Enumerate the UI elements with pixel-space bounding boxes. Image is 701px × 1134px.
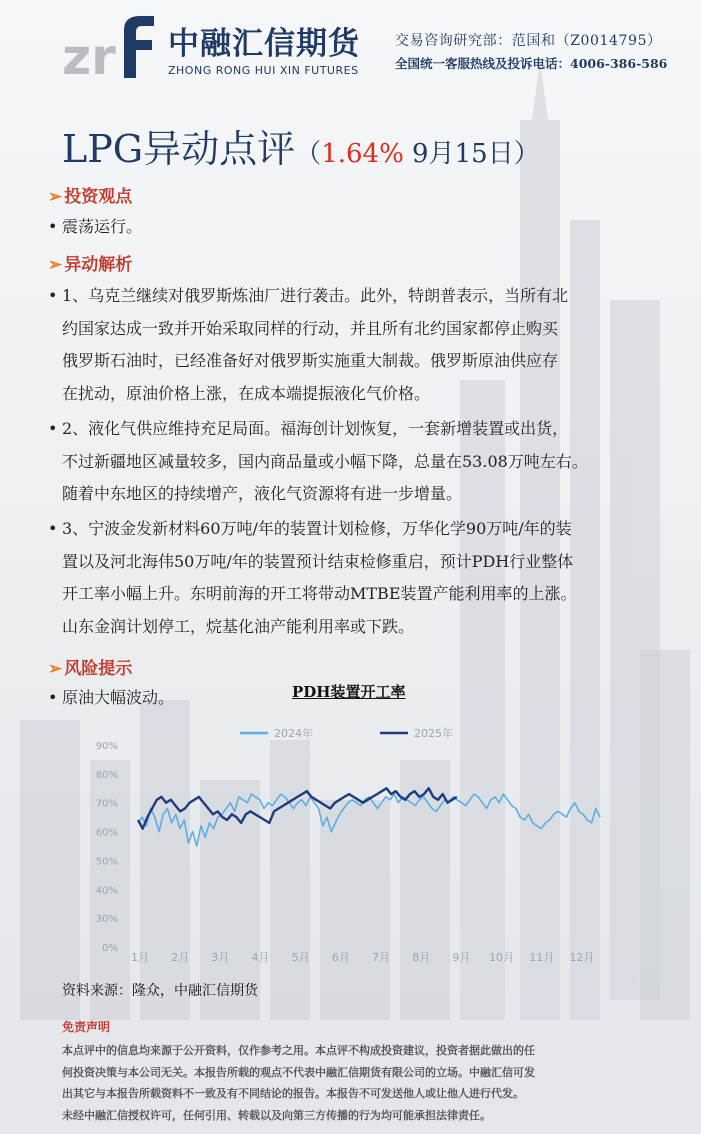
y-tick-label: 50%: [95, 856, 118, 868]
series-line: [138, 788, 457, 828]
y-tick-label: 90%: [95, 741, 118, 752]
title-open-paren: （: [295, 139, 322, 169]
legend-label: 2024年: [274, 727, 313, 740]
text-line: 2、液化气供应维持充足局面。福海创计划恢复，一套新增装置或出货，: [62, 419, 569, 438]
bullet-icon: •: [48, 419, 58, 438]
company-name-cn: 中融汇信期货: [168, 26, 360, 62]
x-tick-label: 10月: [489, 951, 515, 964]
text-line: 3、宁波金发新材料60万吨/年的装置计划检修，万华化学90万吨/年的装: [62, 519, 572, 538]
data-source: 资料来源：隆众，中融汇信期货: [62, 983, 258, 999]
text-line: 开工率小幅上升。东明前海的开工将带动MTBE装置产能利用率的上涨。: [62, 584, 577, 603]
page-title: [62, 118, 540, 173]
x-tick-label: 11月: [529, 951, 555, 964]
y-tick-label: 80%: [95, 769, 118, 781]
y-tick-label: 0%: [102, 943, 118, 954]
disclaimer-title: 免责声明: [62, 1020, 111, 1034]
y-tick-label: 30%: [95, 914, 118, 926]
company-logo-icon: [62, 12, 154, 80]
arrow-icon: ➢: [48, 187, 63, 207]
hotline-contact: 全国统一客服热线及投诉电话：4006-386-586: [395, 56, 668, 71]
bullet-icon: •: [48, 688, 58, 707]
disclaimer-line: 何投资决策与本公司无关。本报告所载的观点不代表中融汇信期货有限公司的立场。中融汇信可发: [62, 1065, 535, 1079]
disclaimer-line: 本点评中的信息均来源于公开资料，仅作参考之用。本点评不构成投资建议，投资者据此做出的任: [62, 1044, 535, 1057]
x-tick-label: 2月: [171, 951, 190, 964]
x-tick-label: 4月: [251, 951, 270, 964]
y-tick-label: 70%: [95, 798, 118, 810]
x-tick-label: 5月: [291, 951, 310, 964]
text-line: 俄罗斯石油时，已经准备好对俄罗斯实施重大制裁。俄罗斯原油供应存: [62, 351, 559, 370]
x-tick-label: 12月: [569, 951, 595, 964]
text-line: 山东金润计划停工，烷基化油产能利用率或下跌。: [62, 616, 415, 636]
risk-text: 原油大幅波动。: [62, 688, 175, 707]
arrow-icon: ➢: [48, 659, 63, 679]
bullet-icon: •: [48, 217, 58, 236]
x-tick-label: 9月: [452, 951, 471, 964]
x-tick-label: 8月: [412, 951, 431, 964]
view-text: 震荡运行。: [62, 217, 143, 236]
section-heading-risk: ➢ 风险提示: [48, 659, 133, 679]
chart-title: PDH装置开工率: [292, 683, 406, 701]
text-line: 随着中东地区的持续增产，液化气资源将有进一步增量。: [62, 484, 463, 503]
series-line: [138, 794, 600, 846]
text-line: 置以及河北海伟50万吨/年的装置预计结束检修重启，预计PDH行业整体: [62, 551, 574, 571]
company-name-en: ZHONG RONG HUI XIN FUTURES: [168, 64, 359, 77]
bullet-icon: •: [48, 519, 58, 538]
text-line: 约国家达成一致并开始采取同样的行动，并且所有北约国家都停止购买: [62, 318, 559, 338]
y-tick-label: 60%: [95, 827, 118, 839]
disclaimer-line: 出其它与本报告所载资料不一致及有不同结论的报告。本报告不可发送他人或让他人进行代发。: [62, 1087, 524, 1100]
text-line: 1、乌克兰继续对俄罗斯炼油厂进行袭击。此外，特朗普表示，当所有北: [62, 286, 569, 305]
section-heading-analysis: ➢ 异动解析: [48, 255, 133, 275]
analyst-contact: 交易咨询研究部：范国和（Z0014795）: [395, 33, 662, 49]
change-percent: 1.64%: [321, 139, 404, 169]
title-main: LPG异动点评: [62, 127, 296, 171]
y-tick-label: 40%: [95, 885, 118, 897]
text-line: 不过新疆地区减量较多，国内商品量或小幅下降，总量在53.08万吨左右。: [62, 451, 588, 471]
bullet-icon: •: [48, 286, 58, 305]
disclaimer-text: [62, 1040, 642, 1126]
x-tick-label: 6月: [331, 951, 350, 964]
x-tick-label: 7月: [372, 951, 391, 964]
disclaimer-line: 未经中融汇信授权许可，任何引用、转载以及向第三方传播的行为均可能承担法律责任。: [62, 1108, 491, 1122]
pdh-utilization-chart: [80, 715, 620, 965]
legend-label: 2025年: [414, 727, 453, 740]
x-tick-label: 3月: [211, 951, 230, 964]
x-tick-label: 1月: [131, 951, 150, 964]
title-date: 9月15日）: [403, 139, 540, 169]
svg-text:zr: zr: [62, 28, 116, 80]
arrow-icon: ➢: [48, 255, 63, 275]
text-line: 在扰动，原油价格上涨，在成本端提振液化气价格。: [62, 383, 431, 403]
section-heading-view: ➢ 投资观点: [48, 187, 133, 207]
